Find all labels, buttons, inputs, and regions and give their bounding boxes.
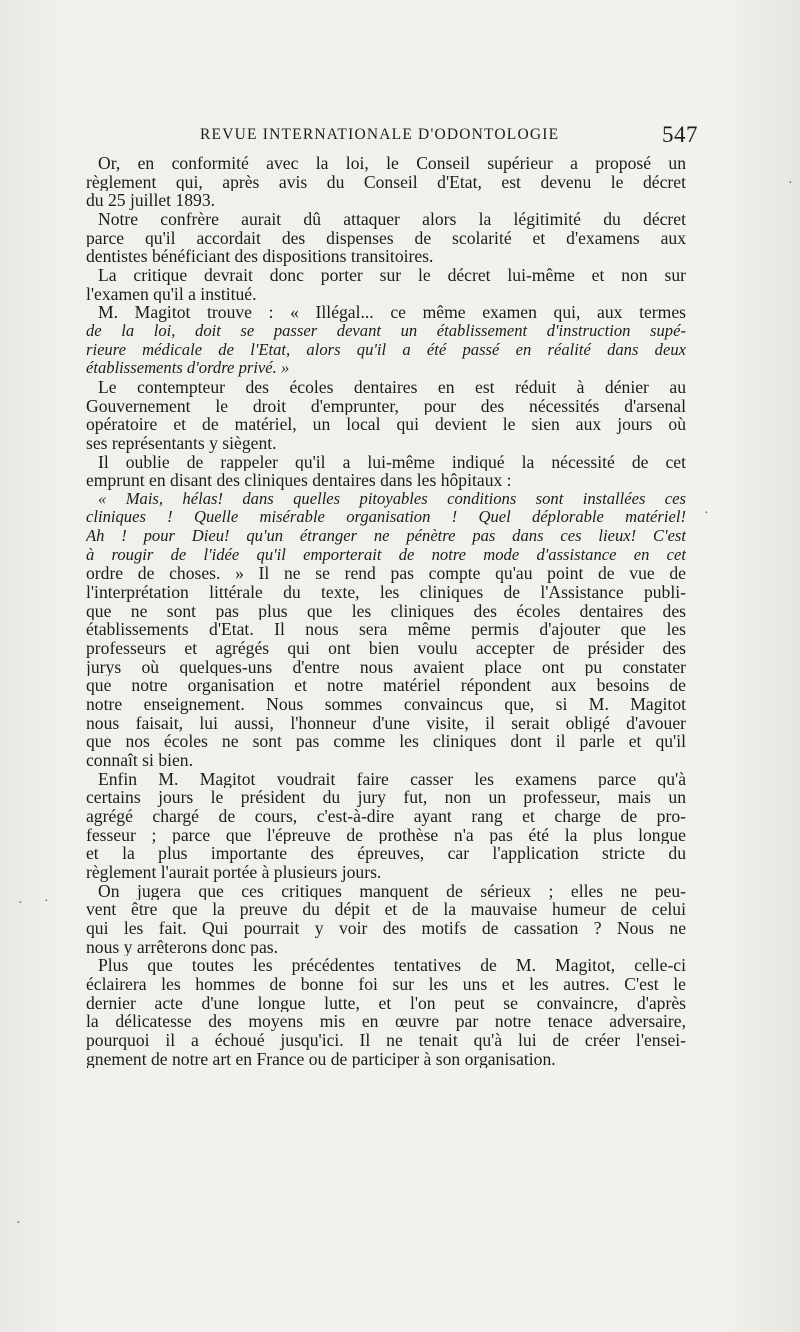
- text-line: dernier acte d'une longue lutte, et l'on peut se convaincre, d'après: [86, 993, 686, 1013]
- text-line: Plus que toutes les précédentes tentatives de M. Magitot, celle-ci: [98, 956, 686, 975]
- text-line: ordre de choses. » Il ne se rend pas compte qu'au point de vue de: [86, 564, 686, 584]
- text-line: pourquoi il a échoué jusqu'ici. Il ne tenait qu'à lui de créer l'ensei-: [86, 1030, 686, 1050]
- text-line: ses représentants y siègent.: [86, 433, 277, 453]
- text-line: éclairera les hommes de bonne foi sur les uns et les autres. C'est le: [86, 974, 686, 994]
- text-line: Gouvernement le droit d'emprunter, pour des nécessités d'arsenal: [86, 396, 686, 416]
- text-line: nous faisait, lui aussi, l'honneur d'une visite, il serait obligé d'avouer: [86, 713, 686, 733]
- page-header: [86, 122, 698, 150]
- margin-speck: ·: [704, 506, 709, 521]
- text-line: et la plus importante des épreuves, car l'application stricte du: [86, 844, 686, 863]
- text-line: l'examen qu'il a institué.: [86, 284, 257, 304]
- text-line: à rougir de l'idée qu'il emporterait de notre mode d'assistance en cet: [86, 545, 686, 564]
- text-line: professeurs et agrégés qui ont bien voulu accepter de présider des: [86, 639, 686, 658]
- text-line: Le contempteur des écoles dentaires en est réduit à dénier au: [98, 377, 686, 397]
- text-line: établissements d'ordre privé. »: [86, 359, 290, 378]
- text-line: Ah ! pour Dieu! qu'un étranger ne pénètre pas dans ces lieux! C'est: [86, 527, 686, 546]
- text-line: Or, en conformité avec la loi, le Conseil supérieur a proposé un: [98, 154, 686, 173]
- text-line: Il oublie de rappeler qu'il a lui-même indiqué la nécessité de cet: [98, 452, 686, 472]
- running-title: REVUE INTERNATIONALE D'ODONTOLOGIE: [200, 126, 560, 143]
- text-line: M. Magitot trouve : « Illégal... ce même examen qui, aux termes: [98, 303, 686, 322]
- text-line: notre enseignement. Nous sommes convaincus que, si M. Magitot: [86, 695, 686, 714]
- margin-speck: ·: [44, 894, 49, 909]
- text-line: règlement l'aurait portée à plusieurs jours.: [86, 862, 382, 882]
- text-line: agrégé chargé de cours, c'est-à-dire ayant rang et charge de pro-: [86, 806, 686, 826]
- text-line: que nos écoles ne sont pas comme les cliniques dont il parle et qu'il: [86, 732, 686, 751]
- text-line: fesseur ; parce que l'épreuve de prothèse n'a pas été la plus longue: [86, 825, 686, 845]
- body-text: [86, 154, 686, 1068]
- margin-speck: ·: [16, 1216, 21, 1231]
- text-line: « Mais, hélas! dans quelles pitoyables conditions sont installées ces: [98, 489, 686, 508]
- text-line: que ne sont pas plus que les cliniques des écoles dentaires des: [86, 601, 686, 621]
- text-line: que notre organisation et notre matériel répondent aux besoins de: [86, 676, 686, 696]
- text-line: règlement qui, après avis du Conseil d'Etat, est devenu le décret: [86, 172, 686, 192]
- text-line: certains jours le président du jury fut, non un professeur, mais un: [86, 788, 686, 807]
- text-line: gnement de notre art en France ou de participer à son organisation.: [86, 1049, 556, 1069]
- margin-speck: ·: [18, 896, 23, 911]
- text-line: opératoire et de matériel, un local qui devient le sien aux jours où: [86, 415, 686, 434]
- text-line: cliniques ! Quelle misérable organisation ! Quel déplorable matériel!: [86, 508, 686, 527]
- text-line: de la loi, doit se passer devant un établissement d'instruction supé-: [86, 321, 686, 340]
- text-line: la délicatesse des moyens mis en œuvre par notre tenace adversaire,: [86, 1012, 686, 1031]
- text-line: dentistes bénéficiant des dispositions transitoires.: [86, 247, 434, 266]
- text-line: nous y arrêterons donc pas.: [86, 937, 279, 957]
- text-line: établissements d'Etat. Il nous sera même permis d'ajouter que les: [86, 620, 686, 640]
- text-line: du 25 juillet 1893.: [86, 191, 216, 210]
- page-number: 547: [662, 122, 698, 147]
- text-line: parce qu'il accordait des dispenses de scolarité et d'examens aux: [86, 228, 686, 248]
- text-line: La critique devrait donc porter sur le décret lui-même et non sur: [98, 265, 686, 285]
- text-line: connaît si bien.: [86, 751, 194, 770]
- text-line: Notre confrère aurait dû attaquer alors la légitimité du décret: [98, 209, 686, 229]
- text-line: jurys où quelques-uns d'entre nous avaient place ont pu constater: [86, 657, 686, 677]
- margin-speck: ·: [788, 176, 793, 191]
- text-line: On jugera que ces critiques manquent de sérieux ; elles ne peu-: [98, 881, 686, 901]
- text-line: vent être que la preuve du dépit et de la mauvaise humeur de celui: [86, 900, 686, 919]
- text-line: qui les fait. Qui pourrait y voir des motifs de cassation ? Nous ne: [86, 918, 686, 938]
- text-line: l'interprétation littérale du texte, les cliniques de l'Assistance publi-: [86, 583, 686, 602]
- text-line: rieure médicale de l'Etat, alors qu'il a été passé en réalité dans deux: [86, 340, 686, 359]
- text-line: emprunt en disant des cliniques dentaires dans les hôpitaux :: [86, 471, 512, 490]
- text-line: Enfin M. Magitot voudrait faire casser les examens parce qu'à: [98, 769, 686, 789]
